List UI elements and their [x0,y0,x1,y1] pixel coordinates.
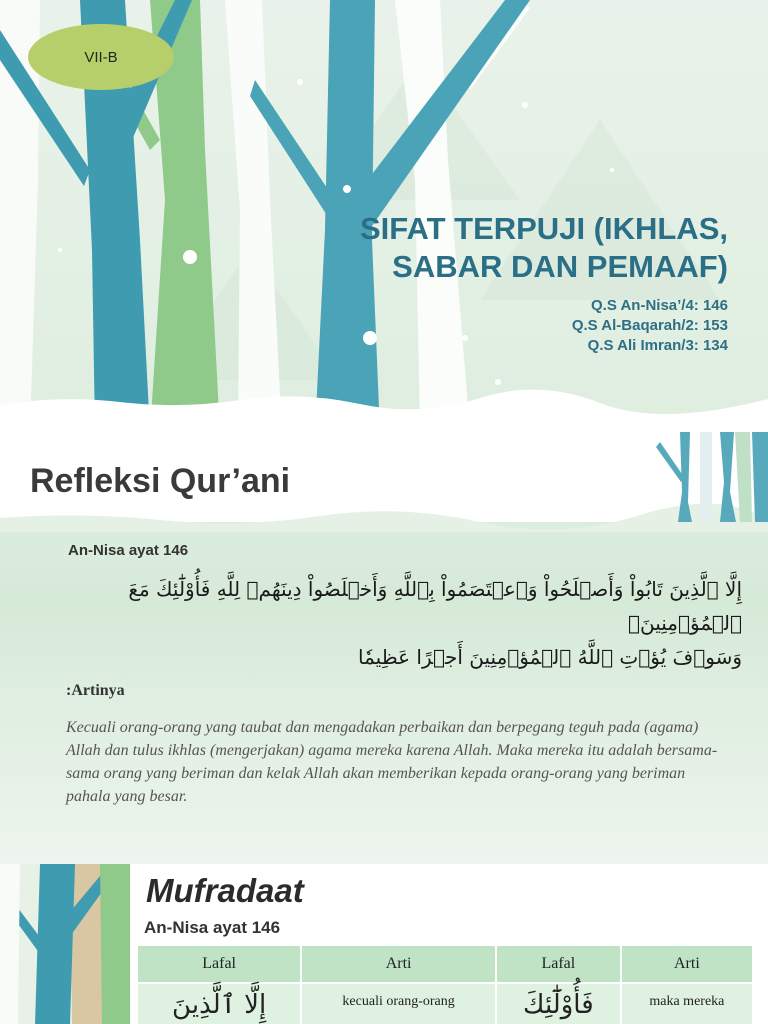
slide-heading: Mufradaat [146,872,304,909]
class-badge-label: VII-B [84,48,118,66]
verse-reference: Q.S Al-Baqarah/2: 153 [571,317,728,334]
table-header-row [137,945,753,983]
surah-subheading: An-Nisa ayat 146 [144,918,281,937]
class-badge [28,24,174,90]
side-forest-illustration [0,864,130,1024]
verse-reference: Q.S Ali Imran/3: 134 [587,337,728,354]
arabic-verse [60,572,742,674]
column-header: Arti [621,945,753,983]
arabic-verse-line2: وَسَوۡفَ يُؤۡتِ ٱللَّهُ ٱلۡمُؤۡمِنِينَ أَجۡرًا عَظِيمٗا [358,645,742,669]
column-header: Lafal [137,945,301,983]
verse-reference: Q.S An-Nisa’/4: 146 [591,297,728,314]
verse-references [572,296,728,356]
surah-subheading: An-Nisa ayat 146 [68,542,189,559]
slide-title-line2: SABAR DAN PEMAAF) [392,249,728,284]
column-header: Arti [301,945,496,983]
title-slide [0,0,768,432]
verse-translation: Kecuali orang-orang yang taubat dan mengadakan perbaikan dan berpegang teguh pada (agama) Allah dan tulus ikhlas (mengerjakan) agama mereka karena Allah. Maka mereka itu adalah bersama-sama orang yang beriman dan kelak Allah akan memberikan kepada orang-orang yang beriman pahala yang besar. [66,719,718,805]
vocabulary-slide [0,864,768,1024]
translation-label: :Artinya [66,682,125,699]
slide-title-line1: SIFAT TERPUJI (IKHLAS, [359,211,728,246]
table-cell: إِلَّا ٱلَّذِينَ [137,983,301,1024]
table-cell: kecuali orang-orang [301,983,496,1024]
arabic-verse-line1: إِلَّا ٱلَّذِينَ تَابُواْ وَأَصۡلَحُواْ وَٱعۡتَصَمُواْ بِٱللَّهِ وَأَخۡلَصُواْ دِينَهُمۡ لِلَّهِ فَأُوْلَٰٓئِكَ مَعَ ٱلۡمُؤۡمِنِينَۖ [128,577,742,635]
slide-title [360,210,728,286]
column-header: Lafal [496,945,621,983]
table-row [137,983,753,1024]
table-cell: فَأُوْلَٰٓئِكَ [496,983,621,1024]
slide-heading: Refleksi Qur’ani [30,462,291,500]
reflection-slide [0,432,768,864]
table-cell: maka mereka [621,983,753,1024]
vocabulary-table [136,944,754,1024]
